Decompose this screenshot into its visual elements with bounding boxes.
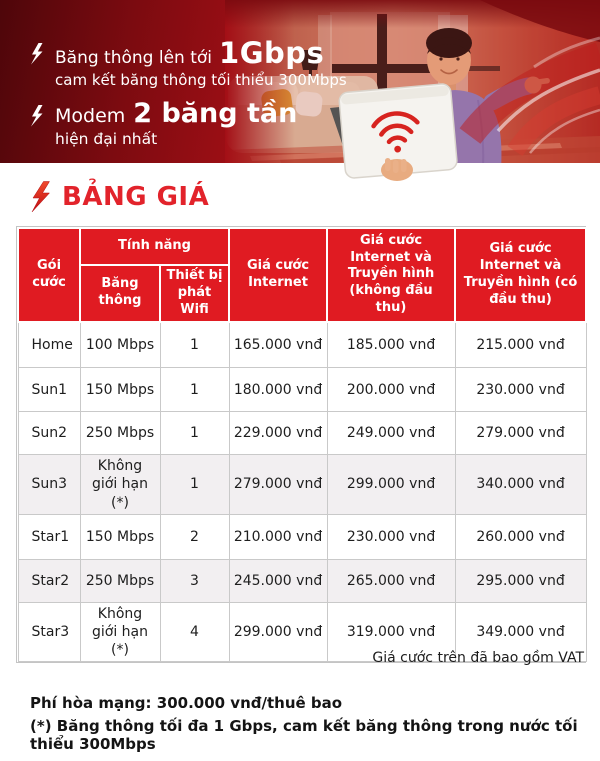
cell-wifi: 4 [160,602,229,662]
cell-tv-box-price: 279.000 vnđ [455,412,586,455]
cell-tv-box-price: 295.000 vnđ [455,559,586,602]
cell-wifi: 1 [160,322,229,368]
cell-bandwidth: 250 Mbps [80,412,160,455]
cell-tv-no-box-price: 185.000 vnđ [327,322,455,368]
lightning-icon [30,43,43,65]
cell-wifi: 1 [160,455,229,515]
cell-wifi: 1 [160,368,229,412]
col-header-features-group: Tính năng [80,228,229,265]
cell-wifi: 3 [160,559,229,602]
cell-package: Sun3 [18,455,80,515]
cell-internet-price: 165.000 vnđ [229,322,327,368]
lightning-icon [30,105,43,127]
cell-bandwidth: 250 Mbps [80,559,160,602]
page-title: BẢNG GIÁ [62,182,210,212]
cell-bandwidth: 150 Mbps [80,514,160,559]
lightning-icon [30,181,51,213]
cell-bandwidth: Không giới hạn (*) [80,602,160,662]
feature-text: Modem [55,105,126,127]
table-row [18,455,586,515]
cell-bandwidth: Không giới hạn (*) [80,455,160,515]
cell-tv-no-box-price: 249.000 vnđ [327,412,455,455]
cell-tv-box-price: 260.000 vnđ [455,514,586,559]
cell-tv-box-price: 349.000 vnđ [455,602,586,662]
cell-tv-box-price: 230.000 vnđ [455,368,586,412]
feature-detail: hiện đại nhất [55,130,158,148]
col-header-internet: Giá cước Internet [229,228,327,322]
cell-tv-no-box-price: 230.000 vnđ [327,514,455,559]
col-header-package: Gói cước [18,228,80,322]
cell-tv-no-box-price: 200.000 vnđ [327,368,455,412]
cell-internet-price: 229.000 vnđ [229,412,327,455]
cell-bandwidth: 150 Mbps [80,368,160,412]
price-table-container [16,226,586,663]
price-section-heading [30,181,209,213]
cell-tv-no-box-price: 319.000 vnđ [327,602,455,662]
cell-tv-box-price: 340.000 vnđ [455,455,586,515]
col-header-internet-tv-receiver: Giá cước Internet và Truyền hình (có đầu thu) [455,228,586,322]
feature-text: Băng thông lên tới [55,48,213,68]
vat-note: Giá cước trên đã bao gồm VAT [372,650,584,666]
table-row [18,322,586,368]
cell-package: Star3 [18,602,80,662]
price-table [17,227,587,662]
feature-detail: cam kết băng thông tối thiểu 300Mbps [55,71,347,89]
cell-internet-price: 245.000 vnđ [229,559,327,602]
cell-tv-no-box-price: 265.000 vnđ [327,559,455,602]
col-header-internet-tv-no-receiver: Giá cước Internet và Truyền hình (không đầu thu) [327,228,455,322]
table-row [18,412,586,455]
table-row [18,368,586,412]
cell-package: Sun2 [18,412,80,455]
col-header-wifi-devices: Thiết bị phát Wifi [160,265,229,322]
cell-wifi: 2 [160,514,229,559]
cell-tv-box-price: 215.000 vnđ [455,322,586,368]
feature-highlight: 1Gbps [219,36,325,70]
cell-internet-price: 180.000 vnđ [229,368,327,412]
col-header-bandwidth: Băng thông [80,265,160,322]
table-row [18,514,586,559]
cell-internet-price: 210.000 vnđ [229,514,327,559]
banner-feature-modem [30,98,297,148]
cell-tv-no-box-price: 299.000 vnđ [327,455,455,515]
cell-package: Star1 [18,514,80,559]
table-row [18,559,586,602]
promo-banner [0,0,600,163]
cell-bandwidth: 100 Mbps [80,322,160,368]
cell-internet-price: 279.000 vnđ [229,455,327,515]
asterisk-footnote: (*) Băng thông tối đa 1 Gbps, cam kết băng thông trong nước tối thiểu 300Mbps [30,717,578,753]
banner-feature-bandwidth [30,36,347,89]
cell-package: Star2 [18,559,80,602]
banner-photo-illustration [0,0,600,178]
setup-fee-note: Phí hòa mạng: 300.000 vnđ/thuê bao [30,694,343,712]
cell-package: Sun1 [18,368,80,412]
cell-package: Home [18,322,80,368]
cell-wifi: 1 [160,412,229,455]
cell-internet-price: 299.000 vnđ [229,602,327,662]
feature-highlight: 2 băng tần [133,98,298,129]
